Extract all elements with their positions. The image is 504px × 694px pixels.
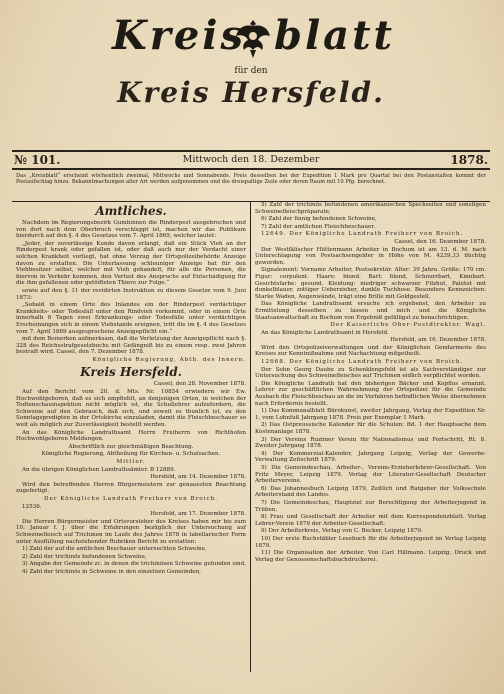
paragraph: An das Königliche Landrathsamt Herrn Freiherrn von Richthofen Hochwohlgeboren Meldungen. xyxy=(16,429,246,443)
paragraph: Signalement: Vorname Arbeiter, Postsekretär. Alter: 39 Jahre. Größe: 170 cm. Figur: corpulent. Haare: blond. Bart: blond, Schnurrbart, Kinnbart. Gesichtsfarbe: gesund. Kleidung: niedriger schwarzer Filzhut, Paletot mit dunkelblauer, zottiger Ueberzieher, dunkle Tuchhose. Besondere Kennzeichen: Starke Waden, Augenwände, trägt eine Brille mit Goldgestell. xyxy=(255,267,486,300)
paragraph: sowie auf den §. 11 der revidirten Instruktion zu diesem Gesetze vom 9. Juni 1873: xyxy=(16,287,246,301)
left-column xyxy=(12,202,251,672)
signature: Königliche Regierung, Abth. des Innern. xyxy=(92,356,246,363)
paragraph: „Sobald in einem Orte des Inlandes ein der Rinderpest verdächtiger Krankheits- oder Todesfall unter den Rindvieh vorkommt, oder in einem Orte innerhalb 8 Tagen zwei Erkrankungs- oder Todesfälle unter verdächtigen Erscheinungen sich in einem Viehstande ereignen, tritt die im §. 4 des Gesetzes vom 7. April 1869 ausgesprochene Anzeigepflicht ein.“ xyxy=(16,302,246,335)
list-item: 6) Das Johannesbuch Leipzig 1879, Zeitlich und Ratgeber der Volksschule Arbeiterstand des Landes. xyxy=(255,485,486,499)
list-item: 7) Zahl der amtlichen Fleischbeschauer. xyxy=(261,223,376,230)
list-item: 5) Zahl der trichinös befundenen amerikanischen Speckseiten und sonstigen Schweinefleischpräparate, xyxy=(255,202,486,215)
list-item: 2) Das Ostpreussische Kalender für die Schulen: Bd. 1 der Hauptsache dem Kostenanlage 1878. xyxy=(255,422,486,435)
paragraph: Nachdem im Regierungsbezirk Gumbinnen die Rinderpest ausgebrochen und von dort nach dem Oberbruch verschleppt ist, machen wir das Publikum hierdurch auf den §. 4 des Gesetzes vom 7. April 1869, welcher lautet: xyxy=(16,220,246,240)
section-heading-kreis: Kreis Hersfeld. xyxy=(80,365,182,380)
paragraph: Das Königliche Landrathsamt ersuche ich ergebenst, den Arbeiter zu Ermittelung desselben zu lassen und mich und die Königliche Staatsanwaltschaft zu Bochum von Ergebniß gefälligst zu benachrichtigen. xyxy=(255,301,486,321)
list-item: 11) Die Organisation der Arbeiter. Von Carl Hillmann. Leipzig. Druck und Verlag der Genossenschaftsbuchdruckerei. xyxy=(255,550,486,563)
list-item: 7) Die Gemeindeschau, Hauptziel zur Berechtigung der Arbeiterjugend in Trüben. xyxy=(255,499,486,513)
section-heading-amtliches: Amtliches. xyxy=(95,204,167,218)
list-item: 3) Angabe der Gemeinde zc. in denen die trichinösen Schweine gefunden sind, xyxy=(22,561,246,568)
place-date: Cassel, den 28. November 1878. xyxy=(153,381,246,388)
place-date: Cassel, den 16. Dezember 1878. xyxy=(394,238,486,245)
list-item: 1) Zahl der auf die amtlichen Beschauer untersuchten Schweine, xyxy=(22,546,207,553)
paragraph: Der Sohn Georg Daube zu Schenklengsfeld ist als Sachverständiger zur Untersuchung des Schweinefleisches auf Trichinen eidlich verpflichtet worden. xyxy=(255,366,486,380)
list-item: 3) Der Vereins Ruzimer Verein für Nationalismus und Fortschritt, Rt. 8. Zweiter Jahrgang 1878. xyxy=(255,436,486,450)
issue-year: 1878. xyxy=(450,153,488,167)
paragraph: mit dem Bemerken aufmerksam, daß die Verletzung der Anzeigepflicht nach §. 328 des Reichsstrafgesetzbuchs mit Gefängniß bis zu einem resp. zwei Jahren bestraft wird. Cassel, den 7. Dezember 1878. xyxy=(16,336,246,356)
paragraph: Wird den Ortspolizeiverwaltungen und der Königlichen Gendarmerie des Kreises zur Kenntnißnahme und Nachachtung mitgetheilt. xyxy=(255,344,486,358)
paragraph: „Jeder, der zuverlässige Kunde davon erlangt, daß ein Stück Vieh an der Rinderpest krank oder gefallen ist, oder daß auch nur der Verdacht einer solchen Krankheit vorliegt, hat ohne Verzug der Ortspolizeibehörde Anzeige davon zu erstatten. Die Unterlassung schleuniger Anzeige hat für den Viehbesitzer selbst, welcher mit Vieh gehandelt, für alle die Personen, die hiervon in Verkehr kommen, den Verlust des Anspruchs auf Entschädigung für die ihm gefallenen oder getödteten Thiere zur Folge.“ xyxy=(16,240,246,287)
columns xyxy=(12,202,490,672)
place-date: Hersfeld, am 16. Dezember 1878. xyxy=(390,337,486,344)
list-item: 6) Zahl der finnig befundenen Schweine, xyxy=(261,216,377,223)
masthead-subtitle: Kreis Hersfeld. xyxy=(117,76,385,109)
paragraph: Abschriftlich zur gleichmäßigen Beachtung. xyxy=(68,443,194,450)
signature: Königliche Regierung, Abtheilung für Kirchen- u. Schulsachen. xyxy=(41,451,221,458)
list-item: 2) Zahl der trichinös befundenen Schweine, xyxy=(22,553,147,560)
signature: Der Königliche Landrath Freiherr von Broich. xyxy=(44,495,218,502)
paragraph: An das Königliche Landrathsamt in Hersfeld. xyxy=(261,329,389,336)
place-date: Hersfeld, am 17. Dezember 1878. xyxy=(150,511,246,518)
signature: Der Kaiserliche Ober-Postdirektor. Wagl. xyxy=(330,322,486,329)
list-item: 5) Die Gemeindeschau, Arbeiter-, Vereins-Erzieherlehrer-Gesellschaft. Von Fritz Meyer, Leipzig 1879. Verlag der Literatur-Gesellschaft Deutscher Arbeitervereine. xyxy=(255,464,486,485)
masthead xyxy=(12,6,490,109)
issue-number: № 101. xyxy=(14,153,61,167)
list-item: 9) Der Arbeiterkreis, Verlag von C. Becker, Leipzig 1879. xyxy=(261,528,423,535)
signature: 12668. Der Königliche Landrath Freiherr von Broich. xyxy=(261,359,464,366)
masthead-title-right: blatt xyxy=(274,12,396,59)
eagle-crest-icon xyxy=(234,16,272,60)
signature: 12649. Der Königliche Landrath Freiherr von Broich. xyxy=(261,231,464,238)
publication-notice: Das „Kreisblatt“ erscheint wöchentlich zweimal, Mittwochs und Sonnabends. Preis desselben bei der Expedition 1 Mark pro Quartal bei den Postanstalten kommt der Postaufschlag hinzu. Bekanntmachungen aller Art werden aufgenommen und die dreispaltige Zeile oder deren Raum mit 10 Pfg. berechnet. xyxy=(12,170,490,202)
paragraph: An die übrigen Königlichen Landrathsämter. B 12889. xyxy=(22,466,176,473)
signature: Mittler. xyxy=(116,459,146,465)
paragraph: Auf den Bericht vom 20. d. Mts. Nr. 10854 erwiedern wir Ew. Hochwohlgeboren, daß es sich empfiehlt, an denjenigen Orten, in welchen der Todtenschauinspektion nicht möglich ist, die Schullehrer aufzufordern, die Schweine auf den Gebrauch, daß sich, und soweit es thunlich ist, zu den Sonntagspredigten in der Ortskirche einzuladen, damit die Fleischbeschauer so weit als möglich zur Zuverlässigkeit bestellt werden. xyxy=(16,389,246,429)
dateline xyxy=(12,150,490,170)
masthead-title-left: Kreis xyxy=(112,12,247,59)
paragraph: Wird den betreffenden Herren Bürgermeistern zur genauesten Beachtung zugefertigt. xyxy=(16,481,246,495)
right-column xyxy=(251,202,490,672)
list-item: 10) Der erste Buchstäbler Lesebuch für die Arbeiterjugend im Verlag Leipzig 1879. xyxy=(255,535,486,549)
paragraph: Die Königliche Landrath hat den bisherigen Bäcker und Kopflos ernannt. Lehrer zur geschäftlichen Wahrnehmung der Ortspolizei für die Gemeinde Ausbach die Fleischbeschau an die im Verfahren befindlichen Weise übernehmen nach Erfordernis bestellt. xyxy=(255,380,486,407)
place-date: Hersfeld, am 14. Dezember 1878. xyxy=(150,474,246,481)
paragraph: Der Westfälischer Hüttenmann Arbeiter in Bochum ist am 13. d. M. nach Unterschlagung von Postsachsengelder in Höhe von M. 4239,33 flüchtig geworden. xyxy=(255,246,486,266)
list-item: 1) Das Kommunalblatt Bürokunst, zweiter Jahrgang, Verlag der Expedition Nr. 1, vom Lohnfuß Jahrgang 1878. Preis per Exemplar 1 Mark. xyxy=(255,408,486,421)
list-item: 4) Zahl der trichinös in Schweine in den einzelnen Gemeinden, xyxy=(22,568,201,575)
reference-number: 12536. xyxy=(22,503,42,510)
paragraph: Die Herren Bürgermeister und Ortsvorsteher des Kreises haben mir bis zum 10. Januar f. J. über die Erfahrungen bezüglich der Untersuchung auf Schweinefleisch auf Trichinen im Laufe des Jahres 1878 in tabellarischer Form unter Ausfüllung nachstehender Rubriken Bericht zu erstatten: xyxy=(16,518,246,545)
masthead-fuer: für den xyxy=(234,66,268,76)
list-item: 4) Der Kommerzial-Kalender, Jahrgang Leipzig, Verlag der Gewerbe-Verwaltung Zeitschrift 1879. xyxy=(255,450,486,464)
issue-date: Mittwoch den 18. Dezember xyxy=(182,154,320,165)
list-item: 8) Frau und Gesellschaft der Arbeiter mit dem Korrespondenzblatt. Verlag Lehrer-Verein 1879 der Arbeiter-Gesellschaft. xyxy=(255,514,486,527)
